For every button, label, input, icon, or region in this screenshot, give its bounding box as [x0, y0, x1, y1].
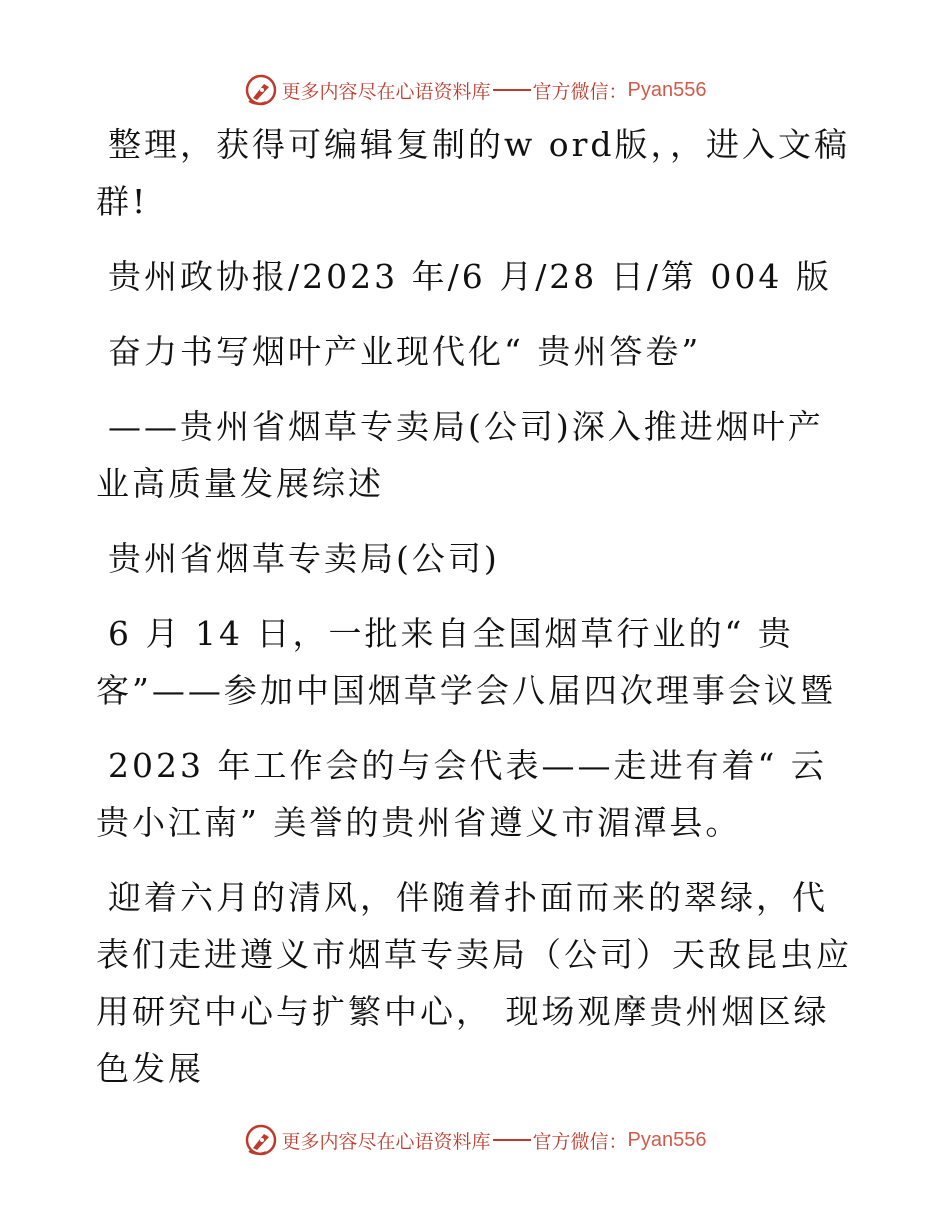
article-author: 贵州省烟草专卖局(公司) — [108, 539, 500, 578]
watermark-text: 更多内容尽在心语资料库 — [281, 1130, 491, 1153]
paragraph-intro: 整理，获得可编辑复制的w ord版，，进入文稿群! — [96, 125, 851, 221]
watermark-wechat-id: Pyan556 — [627, 78, 707, 101]
article-title: 奋力书写烟叶产业现代化“ 贵州答卷” — [108, 332, 702, 371]
watermark-dash — [493, 1139, 531, 1141]
pen-nib-logo-icon — [244, 73, 278, 107]
body-paragraph: 2023 年工作会的与会代表——走进有着“ 云贵小江南” 美誉的贵州省遵义市湄潭县。 — [96, 746, 827, 842]
body-paragraph: 6 月 14 日，一批来自全国烟草行业的“ 贵客”——参加中国烟草学会八届四次理事会议暨 — [96, 614, 836, 710]
watermark-wechat-label: 官方微信： — [532, 1130, 628, 1153]
watermark-dash — [493, 89, 531, 91]
document-body — [96, 116, 856, 1115]
footer-watermark — [0, 1120, 950, 1160]
paragraph-source: 贵州政协报/2023 年/6 月/28 日/第 004 版 — [108, 257, 832, 296]
header-watermark — [0, 70, 950, 110]
pen-nib-logo-icon — [244, 1123, 278, 1157]
watermark-wechat-id: Pyan556 — [627, 1128, 707, 1151]
watermark-wechat-label: 官方微信： — [532, 80, 628, 103]
body-paragraph: 迎着六月的清风，伴随着扑面而来的翠绿，代表们走进遵义市烟草专卖局（公司）天敌昆虫应用研究中心与扩繁中心， 现场观摩贵州烟区绿色发展 — [96, 878, 852, 1088]
watermark-text: 更多内容尽在心语资料库 — [281, 80, 491, 103]
article-subtitle: ——贵州省烟草专卖局(公司)深入推进烟叶产业高质量发展综述 — [96, 407, 824, 503]
